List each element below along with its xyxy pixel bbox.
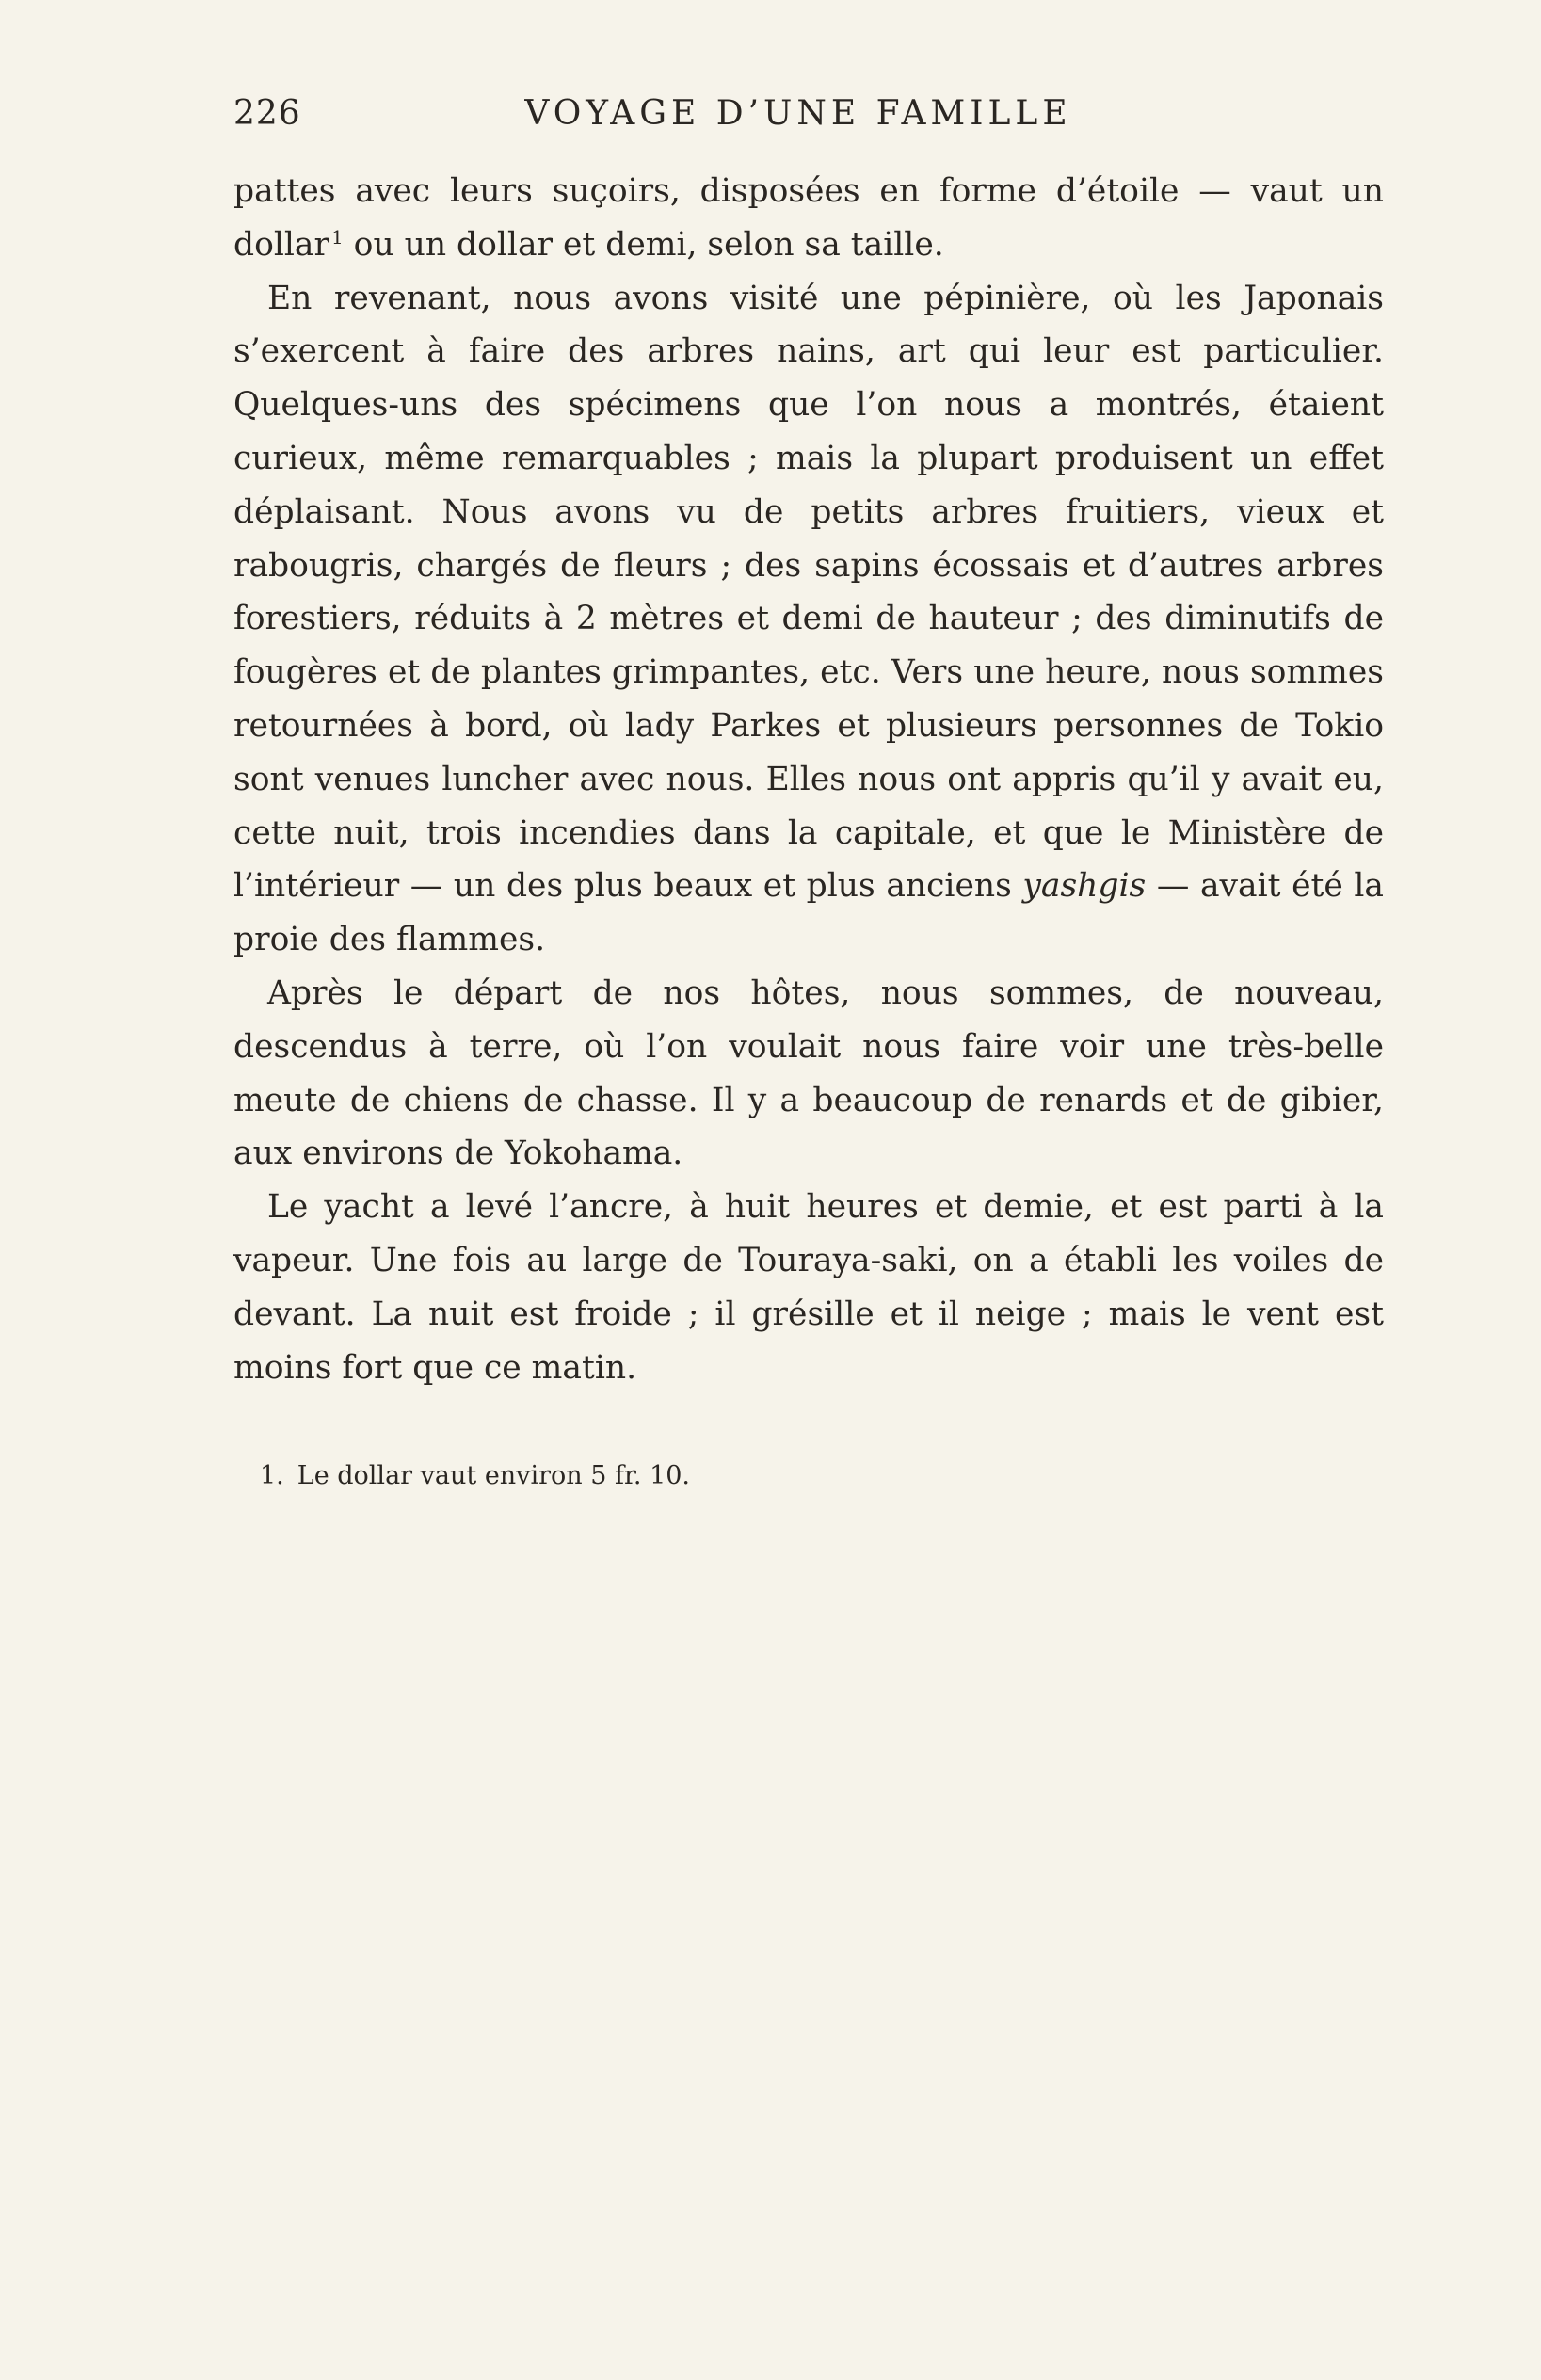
footnote-number: 1. — [260, 1461, 284, 1490]
italic-term: yashgis — [1022, 867, 1147, 906]
paragraph-2-text: En revenant, nous avons visité une pépinière, où les Japonais s’exercent à faire des arbres nains, art qui leur est particulier. Quelques-uns des spécimens que l’on nous a montrés, étaient curieux, même remarquables ; mais la plupart produisent un effet déplaisant. Nous avons vu de petits arbres fruitiers, vieux et rabougris, chargés de fleurs ; des sapins écossais et d’autres arbres forestiers, réduits à 2 mètres et demi de hauteur ; des diminutifs de fougères et de plantes grimpantes, etc. Vers une heure, nous sommes retournées à bord, où lady Parkes et plusieurs personnes de Tokio sont venues luncher avec nous. Elles nous ont appris qu’il y avait eu, cette nuit, trois incendies dans la capitale, et que le Ministère de l’intérieur — un des plus beaux et plus anciens — [233, 279, 1384, 906]
footnote — [260, 1457, 690, 1495]
page-number: 226 — [233, 94, 301, 133]
paragraph-2-text-end: — avait été la proie des flammes. — [233, 867, 1384, 959]
footnote-text: Le dollar vaut environ 5 fr. 10. — [297, 1461, 691, 1490]
paragraph-1 — [233, 165, 1384, 272]
paragraph-4: Le yacht a levé l’ancre, à huit heures et demie, et est parti à la vapeur. Une fois au large de Touraya-saki, on a établi les voiles de devant. La nuit est froide ; il grésille et il neige ; mais le vent est moins fort que ce matin. — [233, 1188, 1384, 1387]
running-head: VOYAGE D’UNE FAMILLE — [524, 94, 1072, 133]
paragraph-1-text-end: ou un dollar et demi, selon sa taille. — [343, 225, 944, 264]
paragraph-3: Après le départ de nos hôtes, nous sommes, de nouveau, descendus à terre, où l’on voulait nous faire voir une très-belle meute de chiens de chasse. Il y a beaucoup de renards et de gibier, aux environs de Yokohama. — [233, 973, 1384, 1173]
body-text — [233, 165, 1384, 1394]
footnote-reference: 1 — [330, 225, 344, 249]
page-header — [233, 90, 1391, 137]
paragraph-2 — [233, 272, 1384, 967]
paragraph-1-text: pattes avec leurs suçoirs, disposées en forme d’étoile — vaut un dollar — [233, 172, 1384, 264]
